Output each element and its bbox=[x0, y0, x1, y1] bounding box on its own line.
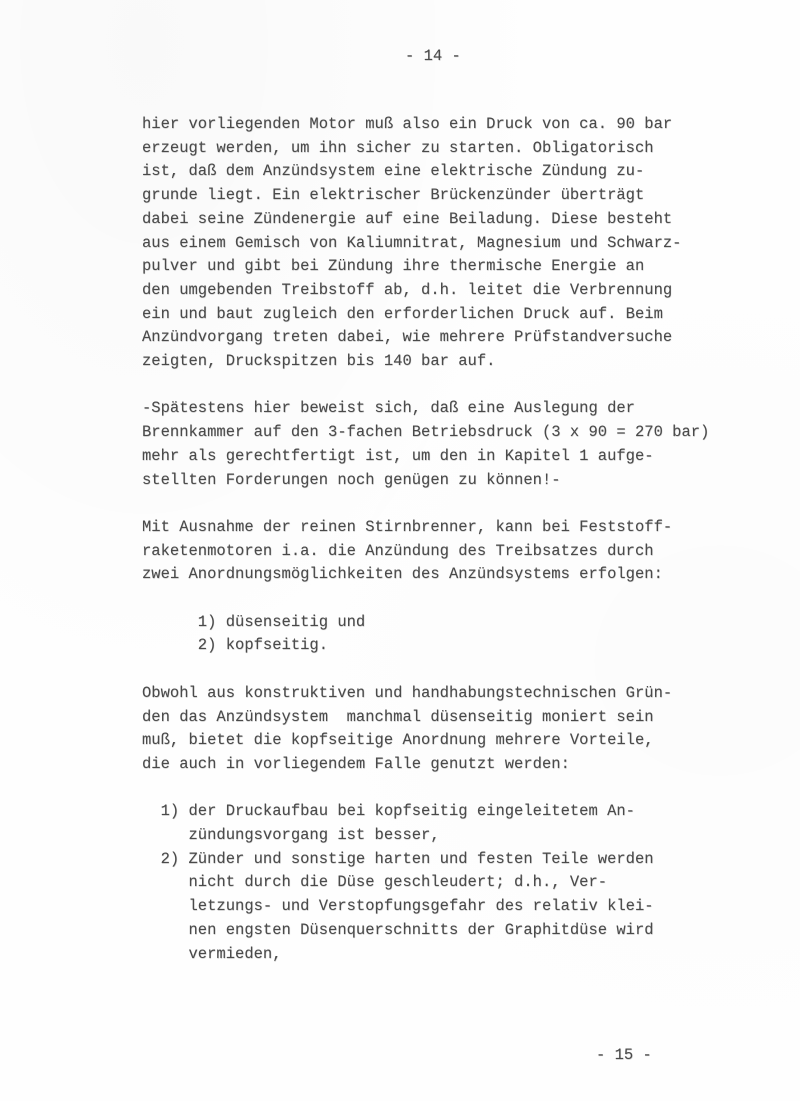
text-line: raketenmotoren i.a. die Anzündung des Treibsatzes durch bbox=[142, 541, 654, 560]
text-line: zeigten, Druckspitzen bis 140 bar auf. bbox=[142, 352, 496, 371]
text-line: dabei seine Zündenergie auf eine Beiladung. Diese besteht bbox=[142, 209, 673, 228]
page-number-header: - 14 - bbox=[405, 47, 461, 65]
list-block bbox=[142, 800, 782, 966]
text-line: nicht durch die Düse geschleudert; d.h., Ver- bbox=[142, 873, 608, 892]
text-line: ist, daß dem Anzündsystem eine elektrische Zündung zu- bbox=[142, 162, 645, 181]
text-line: -Spätestens hier beweist sich, daß eine Auslegung der bbox=[142, 399, 635, 418]
text-line: letzungs- und Verstopfungsgefahr des relativ klei- bbox=[142, 897, 654, 916]
paragraph-block bbox=[142, 516, 782, 587]
text-line: stellten Forderungen noch genügen zu können!- bbox=[142, 470, 561, 489]
text-line: pulver und gibt bei Zündung ihre thermische Energie an bbox=[142, 257, 645, 276]
text-line: Brennkammer auf den 3-fachen Betriebsdruck (3 x 90 = 270 bar) bbox=[142, 423, 710, 442]
text-line: 2) kopfseitig. bbox=[142, 636, 329, 655]
text-line: vermieden, bbox=[142, 944, 282, 963]
text-line: grunde liegt. Ein elektrischer Brückenzünder überträgt bbox=[142, 186, 645, 205]
text-line: nen engsten Düsenquerschnitts der Graphitdüse wird bbox=[142, 920, 654, 939]
text-line: zwei Anordnungsmöglichkeiten des Anzündsystems erfolgen: bbox=[142, 565, 663, 584]
text-line: Obwohl aus konstruktiven und handhabungstechnischen Grün- bbox=[142, 683, 673, 702]
document-body bbox=[142, 113, 782, 966]
text-line: 1) der Druckaufbau bei kopfseitig eingeleitetem An- bbox=[142, 802, 635, 821]
text-line: hier vorliegenden Motor muß also ein Druck von ca. 90 bar bbox=[142, 115, 673, 133]
text-line: erzeugt werden, um ihn sicher zu starten. Obligatorisch bbox=[142, 138, 654, 157]
paragraph-block bbox=[142, 682, 782, 777]
text-line: zündungsvorgang ist besser, bbox=[142, 826, 440, 845]
paragraph-block bbox=[142, 113, 782, 374]
text-line: 1) düsenseitig und bbox=[142, 612, 366, 631]
text-line: die auch in vorliegendem Falle genutzt werden: bbox=[142, 754, 570, 773]
text-line: ein und baut zugleich den erforderlichen Druck auf. Beim bbox=[142, 304, 663, 323]
text-line: Anzündvorgang treten dabei, wie mehrere Prüfstandversuche bbox=[142, 328, 673, 347]
paragraph-block bbox=[142, 397, 782, 492]
page-number-footer: - 15 - bbox=[596, 1046, 652, 1064]
text-line: 2) Zünder und sonstige harten und festen Teile werden bbox=[142, 849, 654, 868]
text-line: aus einem Gemisch von Kaliumnitrat, Magnesium und Schwarz- bbox=[142, 233, 682, 252]
text-line: muß, bietet die kopfseitige Anordnung mehrere Vorteile, bbox=[142, 731, 654, 750]
text-line: den umgebenden Treibstoff ab, d.h. leitet die Verbrennung bbox=[142, 280, 673, 299]
list-block bbox=[142, 611, 782, 658]
text-line: mehr als gerechtfertigt ist, um den in Kapitel 1 aufge- bbox=[142, 446, 654, 465]
text-line: den das Anzündsystem manchmal düsenseitig moniert sein bbox=[142, 707, 654, 726]
text-line: Mit Ausnahme der reinen Stirnbrenner, kann bei Feststoff- bbox=[142, 517, 673, 536]
